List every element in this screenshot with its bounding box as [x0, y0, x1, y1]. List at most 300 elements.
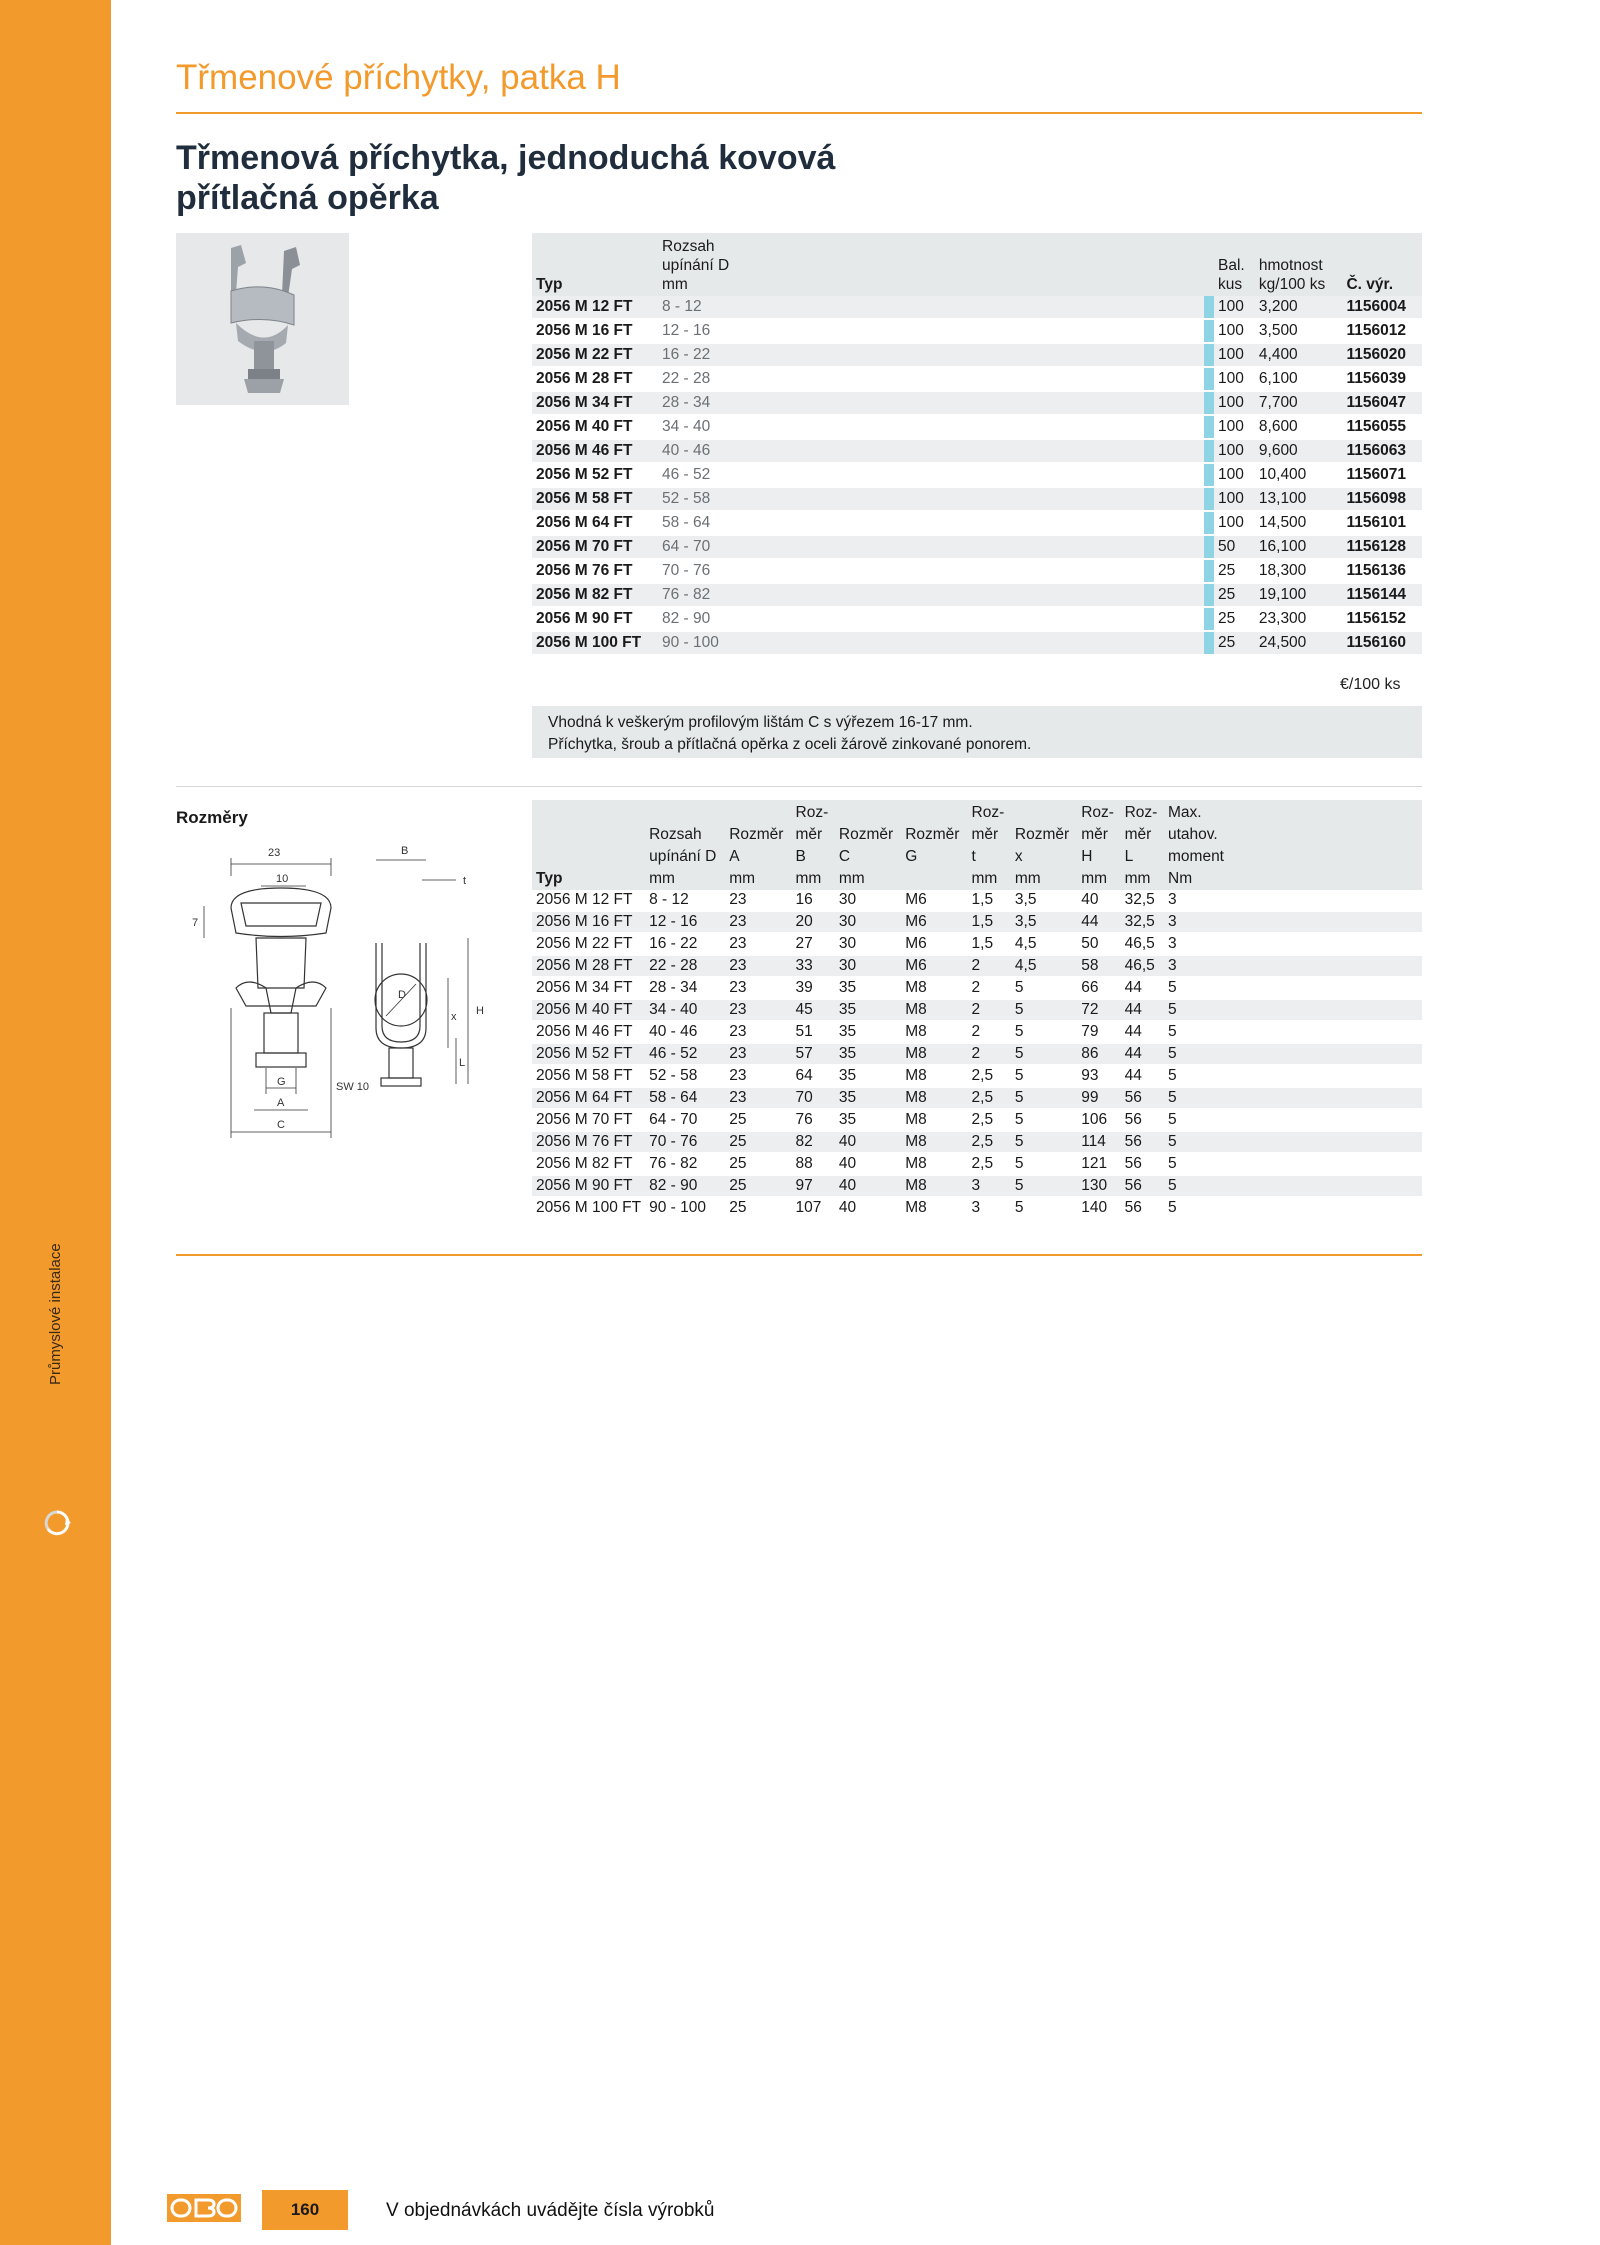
range: 34 - 40: [658, 415, 736, 439]
price-accent: [1204, 391, 1214, 415]
dimension-drawing: [176, 838, 526, 1198]
label-b: B: [401, 845, 409, 857]
article-number: 1156136: [1342, 559, 1422, 583]
sidebar: [0, 0, 111, 2245]
dim-a: 23: [725, 933, 791, 955]
dim-b: 57: [792, 1043, 835, 1065]
label-x: x: [451, 1011, 457, 1023]
dim-x: 5: [1011, 1065, 1077, 1087]
dim-a: 23: [725, 911, 791, 933]
dim-a: 23: [725, 999, 791, 1021]
dim-g: M8: [901, 1131, 967, 1153]
bal: 100: [1214, 367, 1255, 391]
dim-b: 51: [792, 1021, 835, 1043]
product-row: [532, 439, 1422, 463]
price-accent: [1204, 343, 1214, 367]
dim-c: 35: [835, 1109, 901, 1131]
dcol-range: Rozsah upínání D mm: [645, 800, 725, 890]
typ: 2056 M 34 FT: [532, 977, 645, 999]
bal: 25: [1214, 631, 1255, 655]
dim-a: 23: [725, 1087, 791, 1109]
dim-c: 35: [835, 1087, 901, 1109]
range: 34 - 40: [645, 999, 725, 1021]
obo-logo: [166, 2193, 242, 2223]
dim-x: 5: [1011, 999, 1077, 1021]
dimension-row: [532, 1021, 1422, 1043]
dim-c: 35: [835, 1065, 901, 1087]
weight: 3,200: [1255, 296, 1343, 319]
weight: 14,500: [1255, 511, 1343, 535]
typ: 2056 M 46 FT: [532, 439, 658, 463]
price-cell: [736, 463, 1204, 487]
dim-l: 56: [1121, 1131, 1164, 1153]
dim-a: 23: [725, 977, 791, 999]
typ: 2056 M 90 FT: [532, 1175, 645, 1197]
range: 22 - 28: [658, 367, 736, 391]
product-title-line-1: Třmenová příchytka, jednoduchá kovová: [176, 139, 836, 177]
price-cell: [736, 319, 1204, 343]
dim-t: 2,5: [968, 1131, 1011, 1153]
typ: 2056 M 22 FT: [532, 933, 645, 955]
product-row: [532, 296, 1422, 319]
dim-t: 2: [968, 1021, 1011, 1043]
range: 28 - 34: [658, 391, 736, 415]
dim-a: 23: [725, 1043, 791, 1065]
dim-b: 20: [792, 911, 835, 933]
product-row: [532, 631, 1422, 655]
price-accent: [1204, 439, 1214, 463]
typ: 2056 M 22 FT: [532, 343, 658, 367]
range: 76 - 82: [658, 583, 736, 607]
dim-x: 3,5: [1011, 890, 1077, 911]
product-title-line-2: přítlačná opěrka: [176, 179, 439, 217]
article-number: 1156055: [1342, 415, 1422, 439]
dim-c: 35: [835, 1021, 901, 1043]
range: 70 - 76: [645, 1131, 725, 1153]
range: 16 - 22: [658, 343, 736, 367]
col-weight: hmotnost kg/100 ks: [1255, 233, 1343, 296]
bal: 100: [1214, 391, 1255, 415]
torque: 5: [1164, 1087, 1422, 1109]
dimension-row: [532, 911, 1422, 933]
col-article: Č. výr.: [1342, 233, 1422, 296]
bal: 100: [1214, 343, 1255, 367]
dim-a: 23: [725, 890, 791, 911]
dcol-t: Roz- měr t mm: [968, 800, 1011, 890]
dim-h: 140: [1077, 1197, 1120, 1219]
price-accent: [1204, 583, 1214, 607]
product-row: [532, 583, 1422, 607]
weight: 8,600: [1255, 415, 1343, 439]
article-number: 1156101: [1342, 511, 1422, 535]
dcol-typ: Typ: [532, 800, 645, 890]
price-cell: [736, 607, 1204, 631]
header-rule: [176, 112, 1422, 114]
range: 46 - 52: [658, 463, 736, 487]
range: 8 - 12: [645, 890, 725, 911]
dim-t: 2: [968, 955, 1011, 977]
bal: 100: [1214, 296, 1255, 319]
typ: 2056 M 70 FT: [532, 1109, 645, 1131]
weight: 24,500: [1255, 631, 1343, 655]
typ: 2056 M 100 FT: [532, 631, 658, 655]
dim-l: 32,5: [1121, 890, 1164, 911]
dim-x: 5: [1011, 1153, 1077, 1175]
dim-a: 25: [725, 1109, 791, 1131]
sidebar-label: Průmyslové instalace: [47, 1243, 64, 1385]
dim-t: 2,5: [968, 1087, 1011, 1109]
product-row: [532, 559, 1422, 583]
torque: 5: [1164, 977, 1422, 999]
dim-t: 3: [968, 1197, 1011, 1219]
dimension-row: [532, 933, 1422, 955]
dimensions-table: [532, 800, 1422, 1220]
dim-l: 44: [1121, 1021, 1164, 1043]
dim-l: 44: [1121, 999, 1164, 1021]
weight: 9,600: [1255, 439, 1343, 463]
typ: 2056 M 28 FT: [532, 367, 658, 391]
dim-a: 25: [725, 1153, 791, 1175]
typ: 2056 M 34 FT: [532, 391, 658, 415]
dim-t: 2: [968, 999, 1011, 1021]
dim-b: 27: [792, 933, 835, 955]
dim-c: 30: [835, 933, 901, 955]
price-cell: [736, 391, 1204, 415]
range: 12 - 16: [645, 911, 725, 933]
typ: 2056 M 52 FT: [532, 463, 658, 487]
torque: 5: [1164, 1043, 1422, 1065]
dim-g: M8: [901, 1175, 967, 1197]
dim-g: M6: [901, 890, 967, 911]
bal: 100: [1214, 415, 1255, 439]
product-row: [532, 367, 1422, 391]
col-accent: [1204, 233, 1214, 296]
dim-l: 44: [1121, 1043, 1164, 1065]
dim-x: 5: [1011, 1131, 1077, 1153]
typ: 2056 M 76 FT: [532, 1131, 645, 1153]
typ: 2056 M 52 FT: [532, 1043, 645, 1065]
torque: 5: [1164, 1065, 1422, 1087]
range: 22 - 28: [645, 955, 725, 977]
dim-c: 30: [835, 890, 901, 911]
dimension-row: [532, 1175, 1422, 1197]
torque: 3: [1164, 933, 1422, 955]
dim-h: 40: [1077, 890, 1120, 911]
dim-h: 114: [1077, 1131, 1120, 1153]
dimension-row: [532, 1131, 1422, 1153]
dcol-x: Rozměr x mm: [1011, 800, 1077, 890]
range: 82 - 90: [658, 607, 736, 631]
dim-l: 56: [1121, 1175, 1164, 1197]
price-cell: [736, 631, 1204, 655]
dim-g: M6: [901, 911, 967, 933]
col-typ: Typ: [532, 233, 658, 296]
dimension-row: [532, 1109, 1422, 1131]
info-line-2: Příchytka, šroub a přítlačná opěrka z oceli žárově zinkované ponorem.: [548, 736, 1032, 753]
range: 16 - 22: [645, 933, 725, 955]
label-sw: SW 10: [336, 1081, 370, 1093]
dim-h: 58: [1077, 955, 1120, 977]
col-price-bar: [736, 233, 1204, 296]
torque: 5: [1164, 1131, 1422, 1153]
article-number: 1156012: [1342, 319, 1422, 343]
label-d: D: [398, 989, 406, 1001]
range: 12 - 16: [658, 319, 736, 343]
dim-b: 64: [792, 1065, 835, 1087]
range: 90 - 100: [645, 1197, 725, 1219]
range: 28 - 34: [645, 977, 725, 999]
product-row: [532, 487, 1422, 511]
dim-c: 30: [835, 955, 901, 977]
dimension-row: [532, 1197, 1422, 1219]
typ: 2056 M 12 FT: [532, 296, 658, 319]
footer-text: V objednávkách uvádějte čísla výrobků: [386, 2200, 715, 2221]
article-number: 1156152: [1342, 607, 1422, 631]
article-number: 1156063: [1342, 439, 1422, 463]
dim-a: 25: [725, 1197, 791, 1219]
dim-g: M8: [901, 1197, 967, 1219]
dim-h: 99: [1077, 1087, 1120, 1109]
price-cell: [736, 439, 1204, 463]
label-c: C: [277, 1119, 285, 1131]
article-number: 1156128: [1342, 535, 1422, 559]
dimension-row: [532, 1087, 1422, 1109]
price-accent: [1204, 296, 1214, 319]
dim-g: M8: [901, 999, 967, 1021]
dim-b: 97: [792, 1175, 835, 1197]
product-row: [532, 343, 1422, 367]
product-row: [532, 535, 1422, 559]
price-cell: [736, 367, 1204, 391]
range: 40 - 46: [645, 1021, 725, 1043]
dim-t: 2,5: [968, 1153, 1011, 1175]
dim-x: 4,5: [1011, 955, 1077, 977]
dim-a: 23: [725, 1021, 791, 1043]
dim-x: 5: [1011, 1175, 1077, 1197]
range: 58 - 64: [645, 1087, 725, 1109]
price-accent: [1204, 415, 1214, 439]
dim-b: 82: [792, 1131, 835, 1153]
dim-g: M8: [901, 1043, 967, 1065]
dim-t: 2: [968, 1043, 1011, 1065]
dim-b: 76: [792, 1109, 835, 1131]
product-title: [176, 138, 835, 218]
label-l: L: [459, 1057, 466, 1069]
dim-b: 88: [792, 1153, 835, 1175]
typ: 2056 M 58 FT: [532, 487, 658, 511]
bal: 25: [1214, 559, 1255, 583]
range: 52 - 58: [658, 487, 736, 511]
range: 58 - 64: [658, 511, 736, 535]
torque: 5: [1164, 1109, 1422, 1131]
bal: 100: [1214, 319, 1255, 343]
typ: 2056 M 64 FT: [532, 511, 658, 535]
price-accent: [1204, 607, 1214, 631]
label-h: H: [476, 1005, 484, 1017]
typ: 2056 M 70 FT: [532, 535, 658, 559]
article-number: 1156144: [1342, 583, 1422, 607]
range: 90 - 100: [658, 631, 736, 655]
typ: 2056 M 16 FT: [532, 319, 658, 343]
weight: 10,400: [1255, 463, 1343, 487]
dim-a: 23: [725, 955, 791, 977]
product-photo: [176, 233, 349, 405]
label-a: A: [277, 1097, 285, 1109]
dim-t: 2,5: [968, 1109, 1011, 1131]
dimension-row: [532, 890, 1422, 911]
range: 40 - 46: [658, 439, 736, 463]
dim-c: 40: [835, 1197, 901, 1219]
dim-x: 5: [1011, 1197, 1077, 1219]
article-number: 1156004: [1342, 296, 1422, 319]
dim-b: 107: [792, 1197, 835, 1219]
bal: 100: [1214, 439, 1255, 463]
dim-g: M8: [901, 1021, 967, 1043]
weight: 23,300: [1255, 607, 1343, 631]
dim-l: 32,5: [1121, 911, 1164, 933]
dcol-b: Roz- měr B mm: [792, 800, 835, 890]
dcol-c: Rozměr C mm: [835, 800, 901, 890]
article-number: 1156047: [1342, 391, 1422, 415]
dim-h: 79: [1077, 1021, 1120, 1043]
label-7: 7: [192, 917, 199, 929]
page-title: Třmenové příchytky, patka H: [176, 58, 621, 97]
price-accent: [1204, 511, 1214, 535]
dim-c: 35: [835, 1043, 901, 1065]
dim-b: 70: [792, 1087, 835, 1109]
dim-g: M8: [901, 977, 967, 999]
bal: 25: [1214, 607, 1255, 631]
dim-t: 3: [968, 1175, 1011, 1197]
dim-b: 33: [792, 955, 835, 977]
torque: 5: [1164, 1021, 1422, 1043]
dim-t: 1,5: [968, 890, 1011, 911]
dim-c: 35: [835, 977, 901, 999]
dcol-moment: Max. utahov. moment Nm: [1164, 800, 1422, 890]
typ: 2056 M 82 FT: [532, 583, 658, 607]
dim-x: 5: [1011, 1043, 1077, 1065]
dimension-row: [532, 955, 1422, 977]
typ: 2056 M 16 FT: [532, 911, 645, 933]
dim-h: 130: [1077, 1175, 1120, 1197]
typ: 2056 M 58 FT: [532, 1065, 645, 1087]
dimension-row: [532, 999, 1422, 1021]
col-bal: Bal. kus: [1214, 233, 1255, 296]
article-number: 1156020: [1342, 343, 1422, 367]
range: 76 - 82: [645, 1153, 725, 1175]
footer-rule: [176, 1254, 1422, 1256]
torque: 3: [1164, 890, 1422, 911]
dcol-a: Rozměr A mm: [725, 800, 791, 890]
range: 64 - 70: [658, 535, 736, 559]
dim-h: 106: [1077, 1109, 1120, 1131]
dim-x: 3,5: [1011, 911, 1077, 933]
dim-x: 5: [1011, 1109, 1077, 1131]
dim-x: 5: [1011, 1087, 1077, 1109]
dim-h: 50: [1077, 933, 1120, 955]
article-number: 1156160: [1342, 631, 1422, 655]
typ: 2056 M 100 FT: [532, 1197, 645, 1219]
dim-l: 44: [1121, 1065, 1164, 1087]
dim-l: 46,5: [1121, 933, 1164, 955]
dcol-l: Roz- měr L mm: [1121, 800, 1164, 890]
price-cell: [736, 535, 1204, 559]
dim-l: 56: [1121, 1109, 1164, 1131]
dimension-row: [532, 977, 1422, 999]
dim-c: 40: [835, 1153, 901, 1175]
price-accent: [1204, 559, 1214, 583]
dim-h: 86: [1077, 1043, 1120, 1065]
range: 64 - 70: [645, 1109, 725, 1131]
range: 8 - 12: [658, 296, 736, 319]
dim-l: 56: [1121, 1153, 1164, 1175]
dim-b: 39: [792, 977, 835, 999]
label-t: t: [463, 875, 467, 887]
torque: 5: [1164, 1153, 1422, 1175]
typ: 2056 M 90 FT: [532, 607, 658, 631]
bal: 50: [1214, 535, 1255, 559]
typ: 2056 M 12 FT: [532, 890, 645, 911]
dim-b: 16: [792, 890, 835, 911]
product-table: [532, 233, 1422, 656]
dcol-g: Rozměr G: [901, 800, 967, 890]
dim-h: 93: [1077, 1065, 1120, 1087]
label-23: 23: [268, 847, 281, 859]
price-accent: [1204, 367, 1214, 391]
typ: 2056 M 46 FT: [532, 1021, 645, 1043]
dim-h: 121: [1077, 1153, 1120, 1175]
price-unit-note: €/100 ks: [1340, 676, 1401, 693]
page-number: 160: [262, 2190, 348, 2230]
article-number: 1156071: [1342, 463, 1422, 487]
bal: 25: [1214, 583, 1255, 607]
typ: 2056 M 40 FT: [532, 415, 658, 439]
bal: 100: [1214, 511, 1255, 535]
dimension-row: [532, 1065, 1422, 1087]
weight: 7,700: [1255, 391, 1343, 415]
product-info-box: [532, 706, 1422, 758]
dim-t: 2: [968, 977, 1011, 999]
dim-g: M6: [901, 955, 967, 977]
dim-l: 56: [1121, 1197, 1164, 1219]
weight: 19,100: [1255, 583, 1343, 607]
dimensions-title: Rozměry: [176, 808, 248, 827]
price-cell: [736, 343, 1204, 367]
bal: 100: [1214, 463, 1255, 487]
dim-g: M8: [901, 1065, 967, 1087]
typ: 2056 M 40 FT: [532, 999, 645, 1021]
dim-t: 1,5: [968, 933, 1011, 955]
price-cell: [736, 415, 1204, 439]
dim-h: 66: [1077, 977, 1120, 999]
price-accent: [1204, 631, 1214, 655]
price-accent: [1204, 319, 1214, 343]
section-divider: [176, 786, 1422, 787]
article-number: 1156039: [1342, 367, 1422, 391]
price-cell: [736, 511, 1204, 535]
range: 46 - 52: [645, 1043, 725, 1065]
product-row: [532, 511, 1422, 535]
typ: 2056 M 28 FT: [532, 955, 645, 977]
dim-h: 44: [1077, 911, 1120, 933]
dim-a: 23: [725, 1065, 791, 1087]
col-range: Rozsah upínání D mm: [658, 233, 736, 296]
torque: 3: [1164, 955, 1422, 977]
article-number: 1156098: [1342, 487, 1422, 511]
label-10: 10: [276, 873, 289, 885]
typ: 2056 M 82 FT: [532, 1153, 645, 1175]
typ: 2056 M 76 FT: [532, 559, 658, 583]
